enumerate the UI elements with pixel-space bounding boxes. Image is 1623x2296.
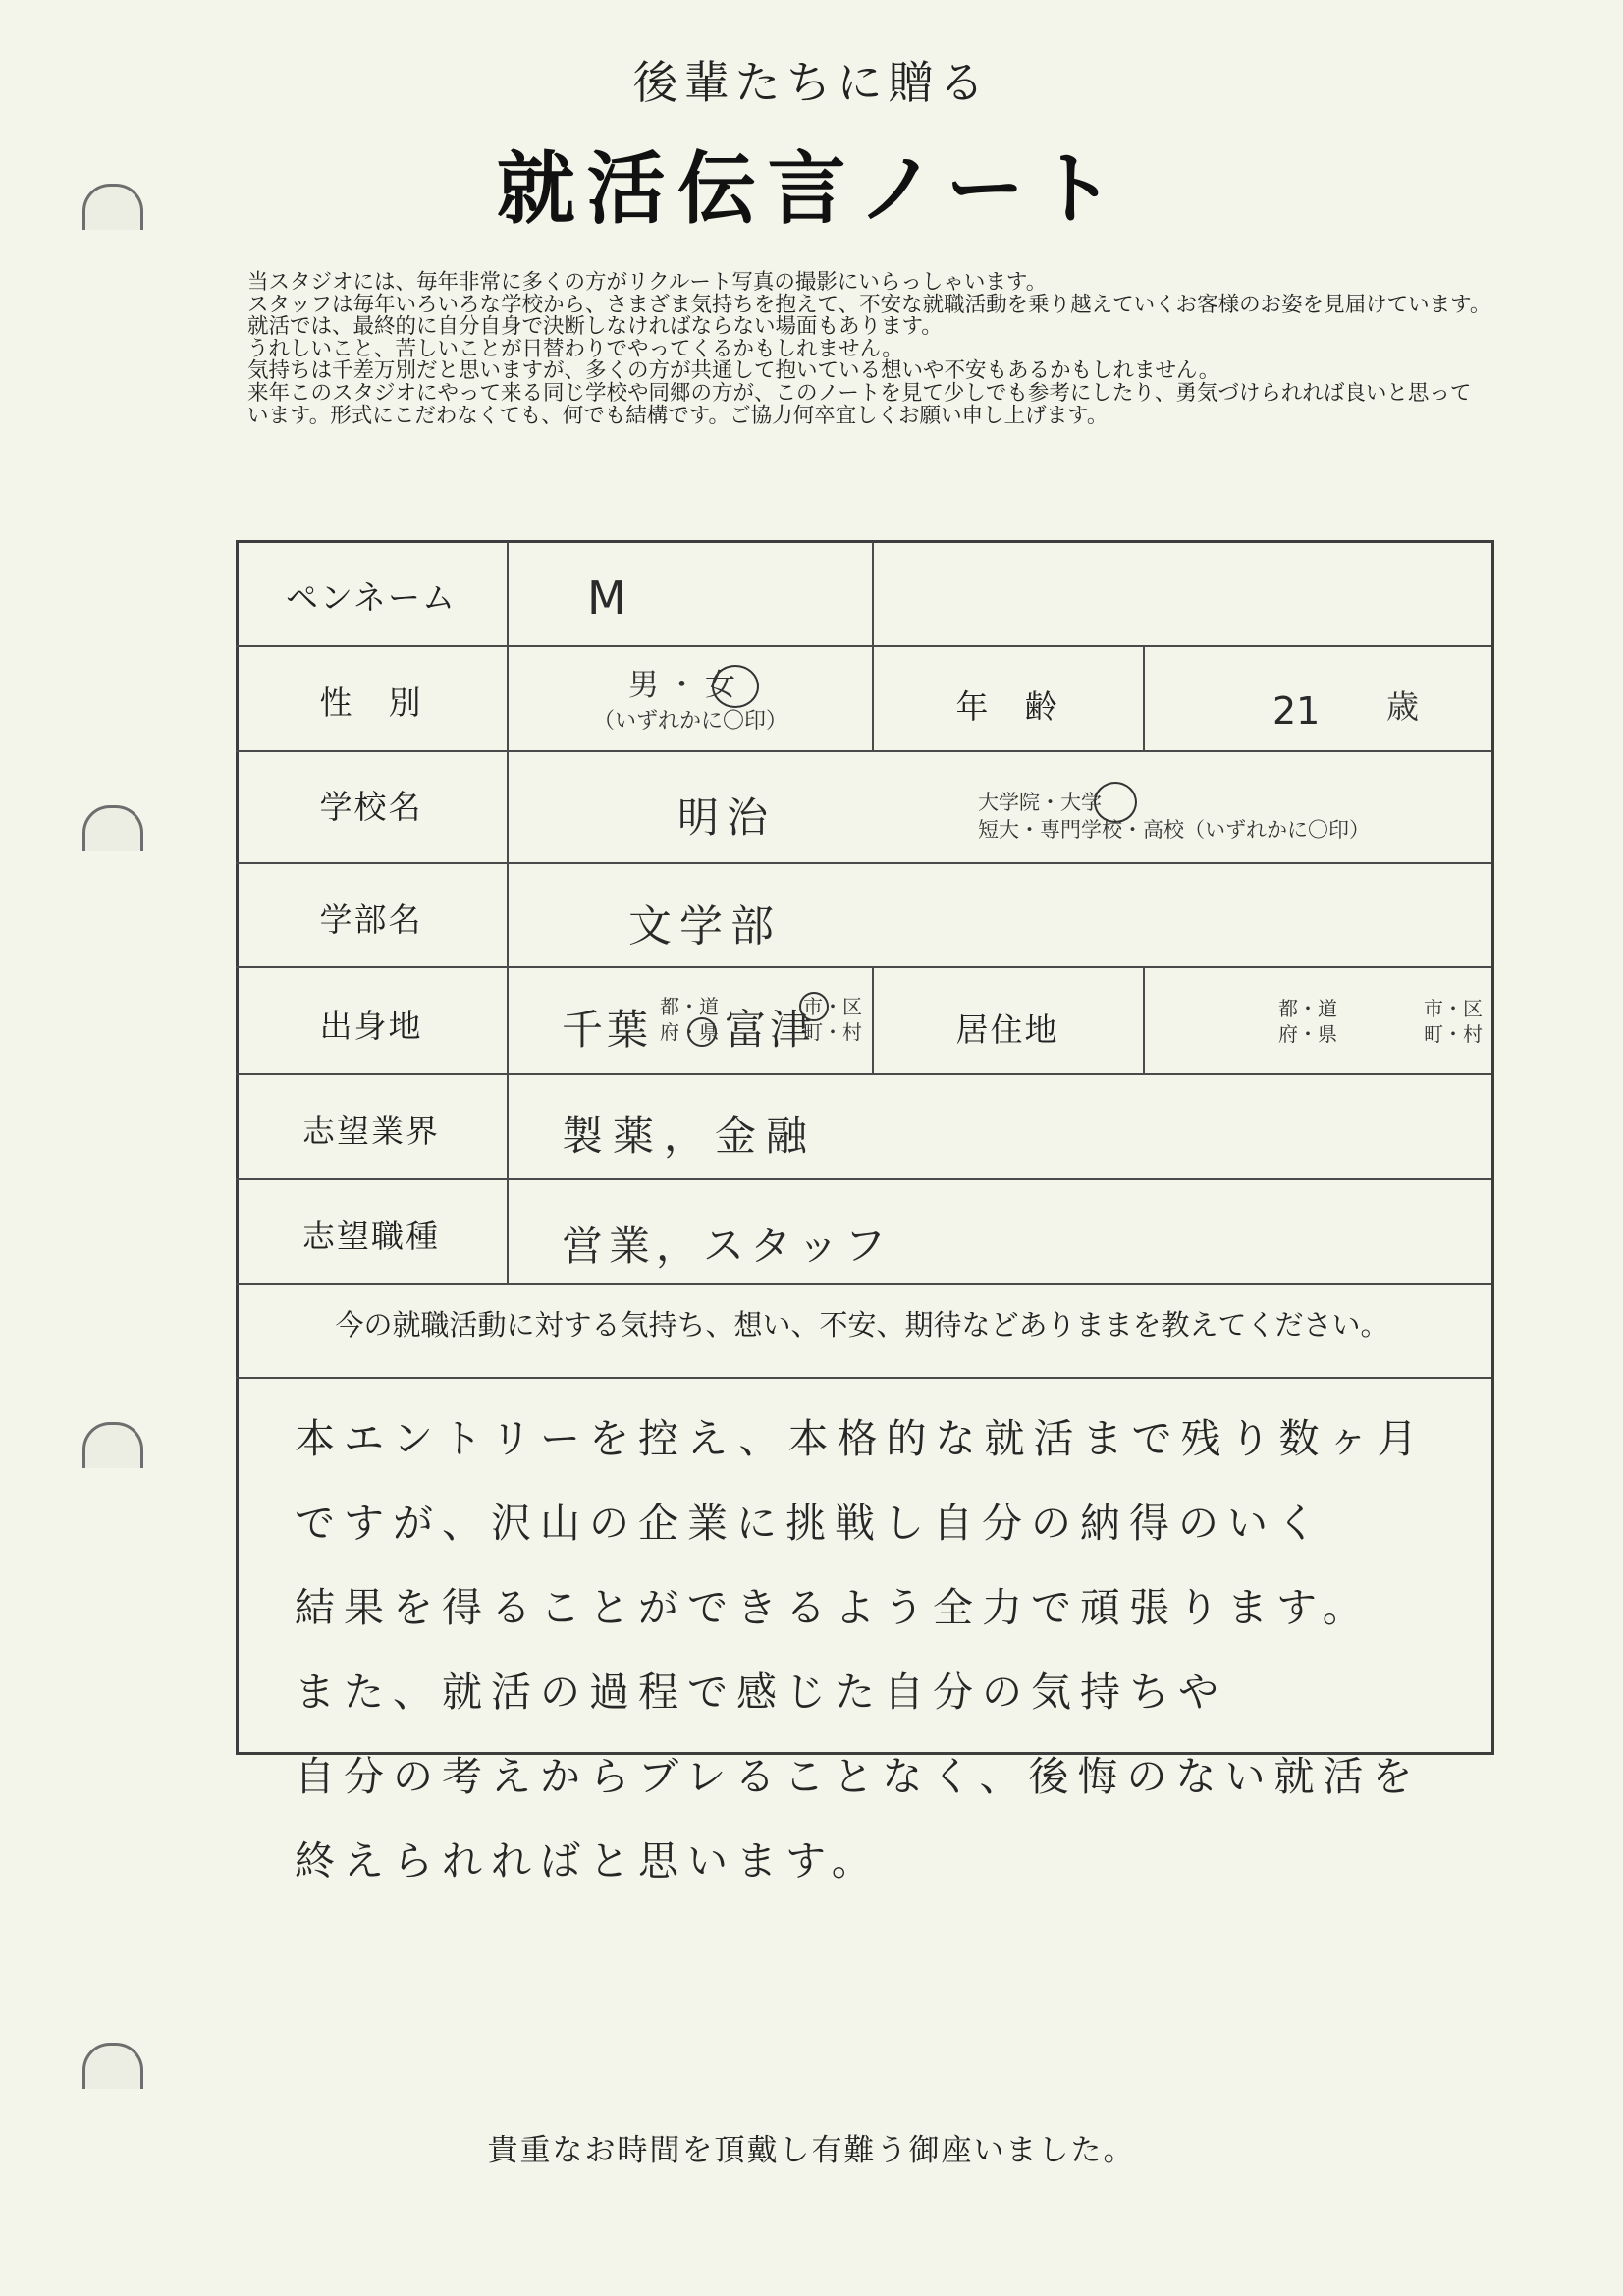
row-divider	[236, 1283, 1491, 1285]
row-divider	[236, 862, 1491, 864]
residence-city-units-top: 市・区	[1424, 997, 1483, 1020]
faculty-label: 学部名	[319, 901, 423, 939]
school-types-line2: 短大・専門学校・高校（いずれかに〇印）	[978, 818, 1370, 842]
hometown-label: 出身地	[319, 1007, 423, 1045]
punch-hole	[82, 2043, 143, 2089]
school-label: 学校名	[319, 788, 423, 826]
punch-hole	[82, 805, 143, 851]
row-divider	[236, 1178, 1491, 1180]
job-type-label: 志望職種	[302, 1217, 440, 1255]
hometown-city-units-top: 市・区	[803, 995, 862, 1018]
hometown-pref-units-top: 都・道	[660, 995, 719, 1018]
industry-value: 製薬，金融	[562, 1112, 818, 1160]
intro-text	[247, 272, 1583, 427]
page-subtitle: 後輩たちに贈る	[632, 56, 991, 109]
row-divider	[236, 645, 1491, 647]
page-title: 就活伝言ノート	[496, 143, 1127, 235]
row-divider	[236, 1377, 1491, 1379]
age-value: 21	[1272, 689, 1321, 733]
message-prompt: 今の就職活動に対する気持ち、想い、不安、期待などありままを教えてください。	[335, 1308, 1389, 1341]
column-divider	[1143, 645, 1145, 750]
intro-line: 気持ちは千差万別だと思いますが、多くの方が共通して抱いている想いや不安もあるかもしれません。	[247, 358, 1220, 384]
age-unit: 歳	[1386, 687, 1419, 726]
pen-name-label: ペンネーム	[285, 578, 457, 617]
gender-options: 男・女	[628, 668, 743, 703]
pen-name-value: M	[587, 572, 626, 625]
gender-selected-circle	[712, 665, 759, 708]
message-line: 結果を得ることができるよう全力で頑張ります。	[295, 1584, 1372, 1631]
residence-label: 居住地	[955, 1011, 1059, 1049]
intro-line: スタッフは毎年いろいろな学校から、さまざま気持ちを抱えて、不安な就職活動を乗り越えていくお客様のお姿を見届けています。	[247, 292, 1491, 317]
intro-line: 来年このスタジオにやって来る同じ学校や同郷の方が、このノートを見て少しでも参考にしたり、勇気づけられれば良いと思って	[247, 380, 1472, 406]
label-column-divider	[507, 542, 509, 1283]
hometown-city-units-bottom: 町・村	[803, 1020, 862, 1044]
age-label: 年 齢	[955, 687, 1059, 726]
hometown-city-selected-circle	[799, 992, 829, 1021]
hometown-city: 富津	[725, 1006, 816, 1054]
industry-label: 志望業界	[302, 1112, 440, 1150]
intro-line: 当スタジオには、毎年非常に多くの方がリクルート写真の撮影にいらっしゃいます。	[247, 270, 1048, 295]
message-line: 自分の考えからブレることなく、後悔のない就活を	[295, 1753, 1422, 1800]
row-divider	[236, 750, 1491, 752]
hometown-prefecture: 千葉	[562, 1006, 653, 1054]
faculty-value: 文学部	[628, 902, 782, 952]
residence-city-units-bottom: 町・村	[1424, 1022, 1483, 1046]
intro-line: うれしいこと、苦しいことが日替わりでやってくるかもしれません。	[247, 336, 903, 361]
intro-line: います。形式にこだわなくても、何でも結構です。ご協力何卒宜しくお願い申し上げます。	[247, 403, 1109, 428]
row-divider	[236, 966, 1491, 968]
message-line: 本エントリーを控え、本格的な就活まで残り数ヶ月	[295, 1415, 1427, 1462]
column-divider	[1143, 966, 1145, 1073]
thank-you-footer: 貴重なお時間を頂戴し有難う御座いました。	[487, 2133, 1136, 2168]
residence-pref-units-bottom: 府・県	[1278, 1022, 1337, 1046]
message-line: ですが、沢山の企業に挑戦し自分の納得のいく	[295, 1500, 1325, 1547]
gender-label: 性 別	[319, 683, 423, 722]
gender-note: （いずれかに〇印）	[593, 709, 788, 734]
residence-pref-units-top: 都・道	[1278, 997, 1337, 1020]
punch-hole	[82, 1422, 143, 1468]
intro-line: 就活では、最終的に自分自身で決断しなければならない場面もあります。	[247, 314, 943, 340]
hometown-pref-selected-circle	[687, 1017, 717, 1047]
message-line: 終えられればと思います。	[295, 1837, 881, 1885]
school-value: 明治	[677, 793, 777, 842]
message-line: また、就活の過程で感じた自分の気持ちや	[295, 1668, 1227, 1716]
hometown-pref-units-bottom: 府・県	[660, 1020, 719, 1044]
job-type-value: 営業，スタッフ	[562, 1222, 893, 1270]
school-types-line1: 大学院・大学	[978, 791, 1102, 814]
row-divider	[236, 1073, 1491, 1075]
